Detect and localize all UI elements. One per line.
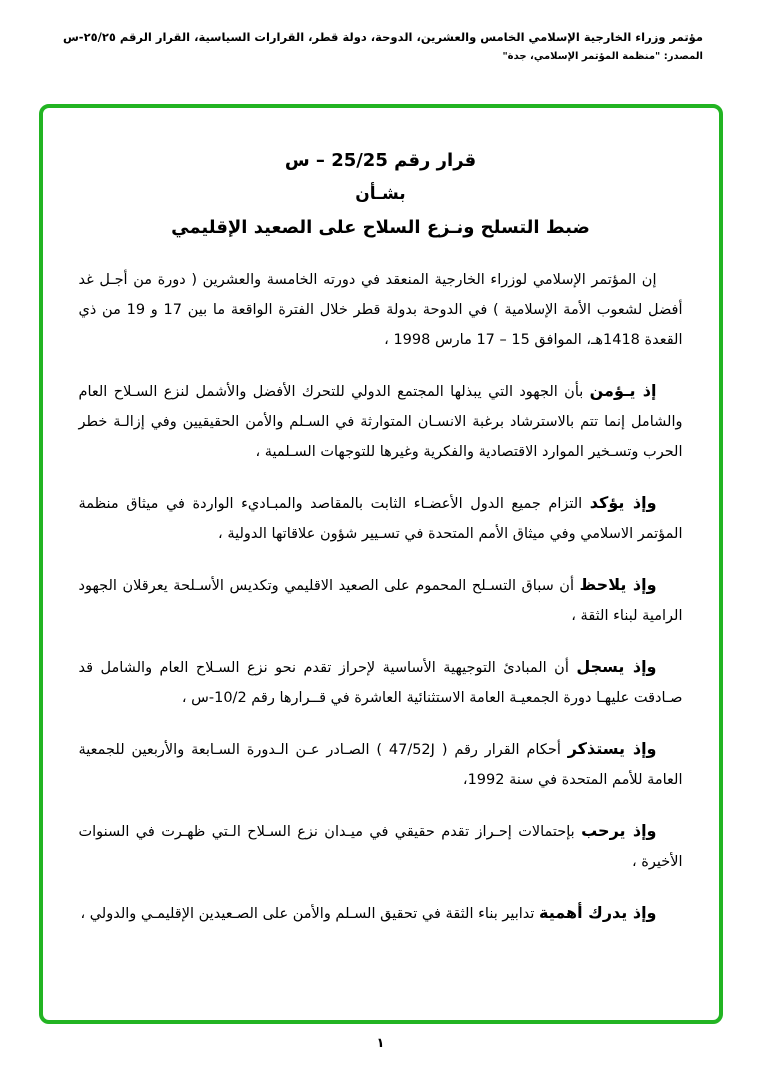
paragraph-lead: وإذ يدرك أهمية: [539, 902, 657, 922]
paragraph-text: تدابير بناء الثقة في تحقيق السـلم والأمن على الصـعيدين الإقليمـي والدولي ،: [80, 905, 535, 922]
page-number: ١: [376, 1035, 385, 1051]
paragraph-welcoming: [79, 816, 683, 877]
paragraph-text: بإحتمالات إحـراز تقدم حقيقي في ميـدان نزع السـلاح الـتي ظهـرت في السنوات الأخيرة ،: [78, 823, 683, 870]
paragraph-text: بأن الجهود التي يبذلها المجتمع الدولي للتحرك الأفضل والأشمل لنزع السـلاح العام والشامل إنما تتم بالاسترشاد برغبة الانسـان المتوارثة في السـلم والأمن الحقيقيين وفي إزالـة خطر الحرب وتسـخير الموارد الاقتصادية والفكرية وغيرها للتوجهات السـلمية ،: [78, 383, 683, 460]
paragraph-lead: وإذ يؤكد: [589, 492, 657, 512]
paragraph-lead: وإذ يستذكر: [567, 738, 657, 758]
document-source-line: مؤتمر وزراء الخارجية الإسلامي الخامس والعشرين، الدوحة، دولة قطر، القرارات السياسية، القرار الرقم ٢٥/٢٥-س: [62, 30, 703, 44]
paragraph-lead: وإذ يسجل: [576, 656, 657, 676]
paragraph-lead: وإذ يرحب: [581, 820, 657, 840]
regarding-label: بشـأن: [355, 183, 406, 204]
content-frame: [39, 104, 723, 1024]
resolution-subject-title: ضبط التسلح ونـزع السلاح على الصعيد الإقليمي: [171, 216, 590, 238]
document-source-attribution: المصدر: "منظمة المؤتمر الإسلامي، جدة": [502, 50, 703, 62]
paragraph-text: أن المبادئ التوجيهية الأساسية لإحراز تقدم نحو نزع السـلاح العام والشامل قد صـادقت عليهـا دورة الجمعيـة العامة الاستثنائية العاشرة في قــرارها رقم 10/2-س ،: [78, 659, 683, 706]
resolution-number-title: قرار رقم 25/25 – س: [284, 149, 477, 171]
paragraph-noting: [79, 570, 683, 631]
resolution-title-block: [79, 150, 683, 238]
paragraph-recalling: [79, 734, 683, 795]
paragraph-text: إن المؤتمر الإسلامي لوزراء الخارجية المنعقد في دورته الخامسة والعشرين ( دورة من أجـل غد أفضل لشعوب الأمة الإسلامية ) في الدوحة بدولة قطر خلال الفترة الواقعة ما بين 17 و 19 من ذي القعدة 1418هـ، الموافق 15 – 17 مارس 1998 ،: [78, 271, 683, 348]
paragraph-text: أحكام القرار رقم ( 47/52J ) الصـادر عـن الـدورة السـابعة والأربعين للجمعية العامة للأمم المتحدة في سنة 1992،: [78, 741, 683, 788]
paragraph-recording: [79, 652, 683, 713]
paragraph-text: التزام جميع الدول الأعضـاء الثابت بالمقاصد والمبـاديء الواردة في ميثاق منظمة المؤتمر الاسلامي وفي ميثاق الأمم المتحدة في تسـيير شؤون علاقاتها الدولية ،: [78, 495, 683, 542]
document-header: [0, 0, 761, 62]
paragraph-believing: [79, 376, 683, 467]
paragraph-lead: إذ يـؤمن: [589, 380, 657, 400]
resolution-body: [79, 264, 683, 929]
paragraph-text: أن سباق التسـلح المحموم على الصعيد الاقليمي وتكديس الأسـلحة يعرقلان الجهود الرامية لبناء الثقة ،: [78, 577, 683, 624]
paragraph-recognizing: [79, 898, 683, 929]
paragraph-affirming: [79, 488, 683, 549]
paragraph-preamble: [79, 264, 683, 355]
paragraph-lead: وإذ يلاحظ: [579, 574, 657, 594]
